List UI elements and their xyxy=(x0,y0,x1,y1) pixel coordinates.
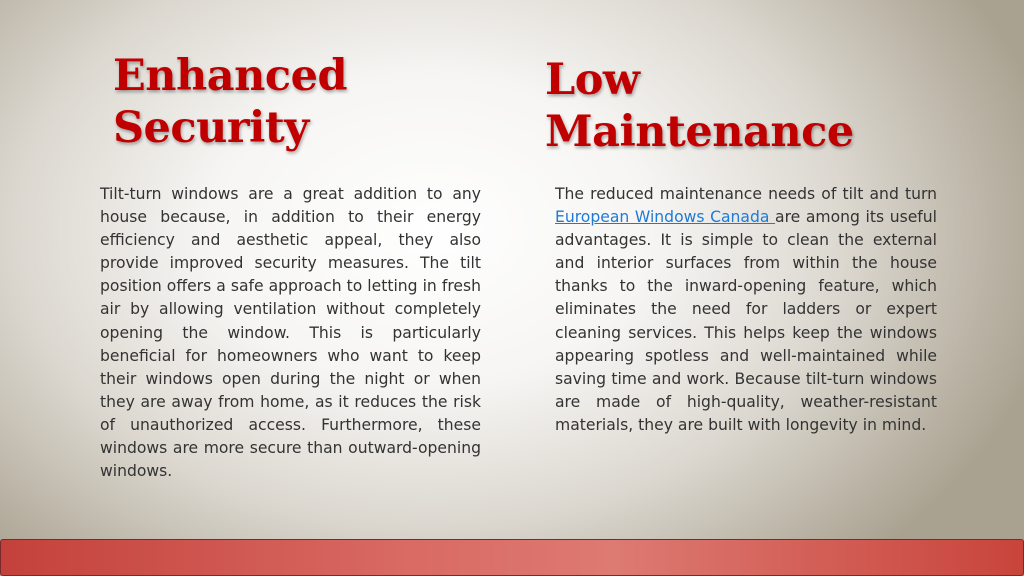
heading-line: Low xyxy=(545,55,640,105)
low-maintenance-heading xyxy=(545,54,905,158)
security-paragraph: Tilt-turn windows are a great addition to any house because, in addition to their energy efficiency and aesthetic appeal, they also provide improved security measures. The tilt position offers a safe approach to letting in fresh air by allowing ventilation without completely opening the window. This is particularly beneficial for homeowners who want to keep their windows open during the night or when they are away from home, as it reduces the risk of unauthorized access. Furthermore, these windows are more secure than outward-opening windows. xyxy=(100,185,481,481)
heading-line: Security xyxy=(113,103,309,153)
european-windows-canada-link[interactable]: European Windows Canada xyxy=(555,208,776,227)
paragraph-text-before-link: The reduced maintenance needs of tilt and turn xyxy=(555,185,937,203)
paragraph-text-after-link: are among its useful advantages. It is simple to clean the external and interior surfaces from within the house thanks to the inward-opening feature, which eliminates the need for ladders or expert cleaning services. This helps keep the windows appearing spotless and well-maintained while saving time and work. Because tilt-turn windows are made of high-quality, weather-resistant materials, they are built with longevity in mind. xyxy=(555,208,937,434)
heading-line: Enhanced xyxy=(113,51,348,101)
bottom-decorative-bar xyxy=(0,539,1024,576)
maintenance-paragraph xyxy=(555,183,937,437)
enhanced-security-heading xyxy=(113,50,413,154)
heading-line: Maintenance xyxy=(545,107,854,157)
